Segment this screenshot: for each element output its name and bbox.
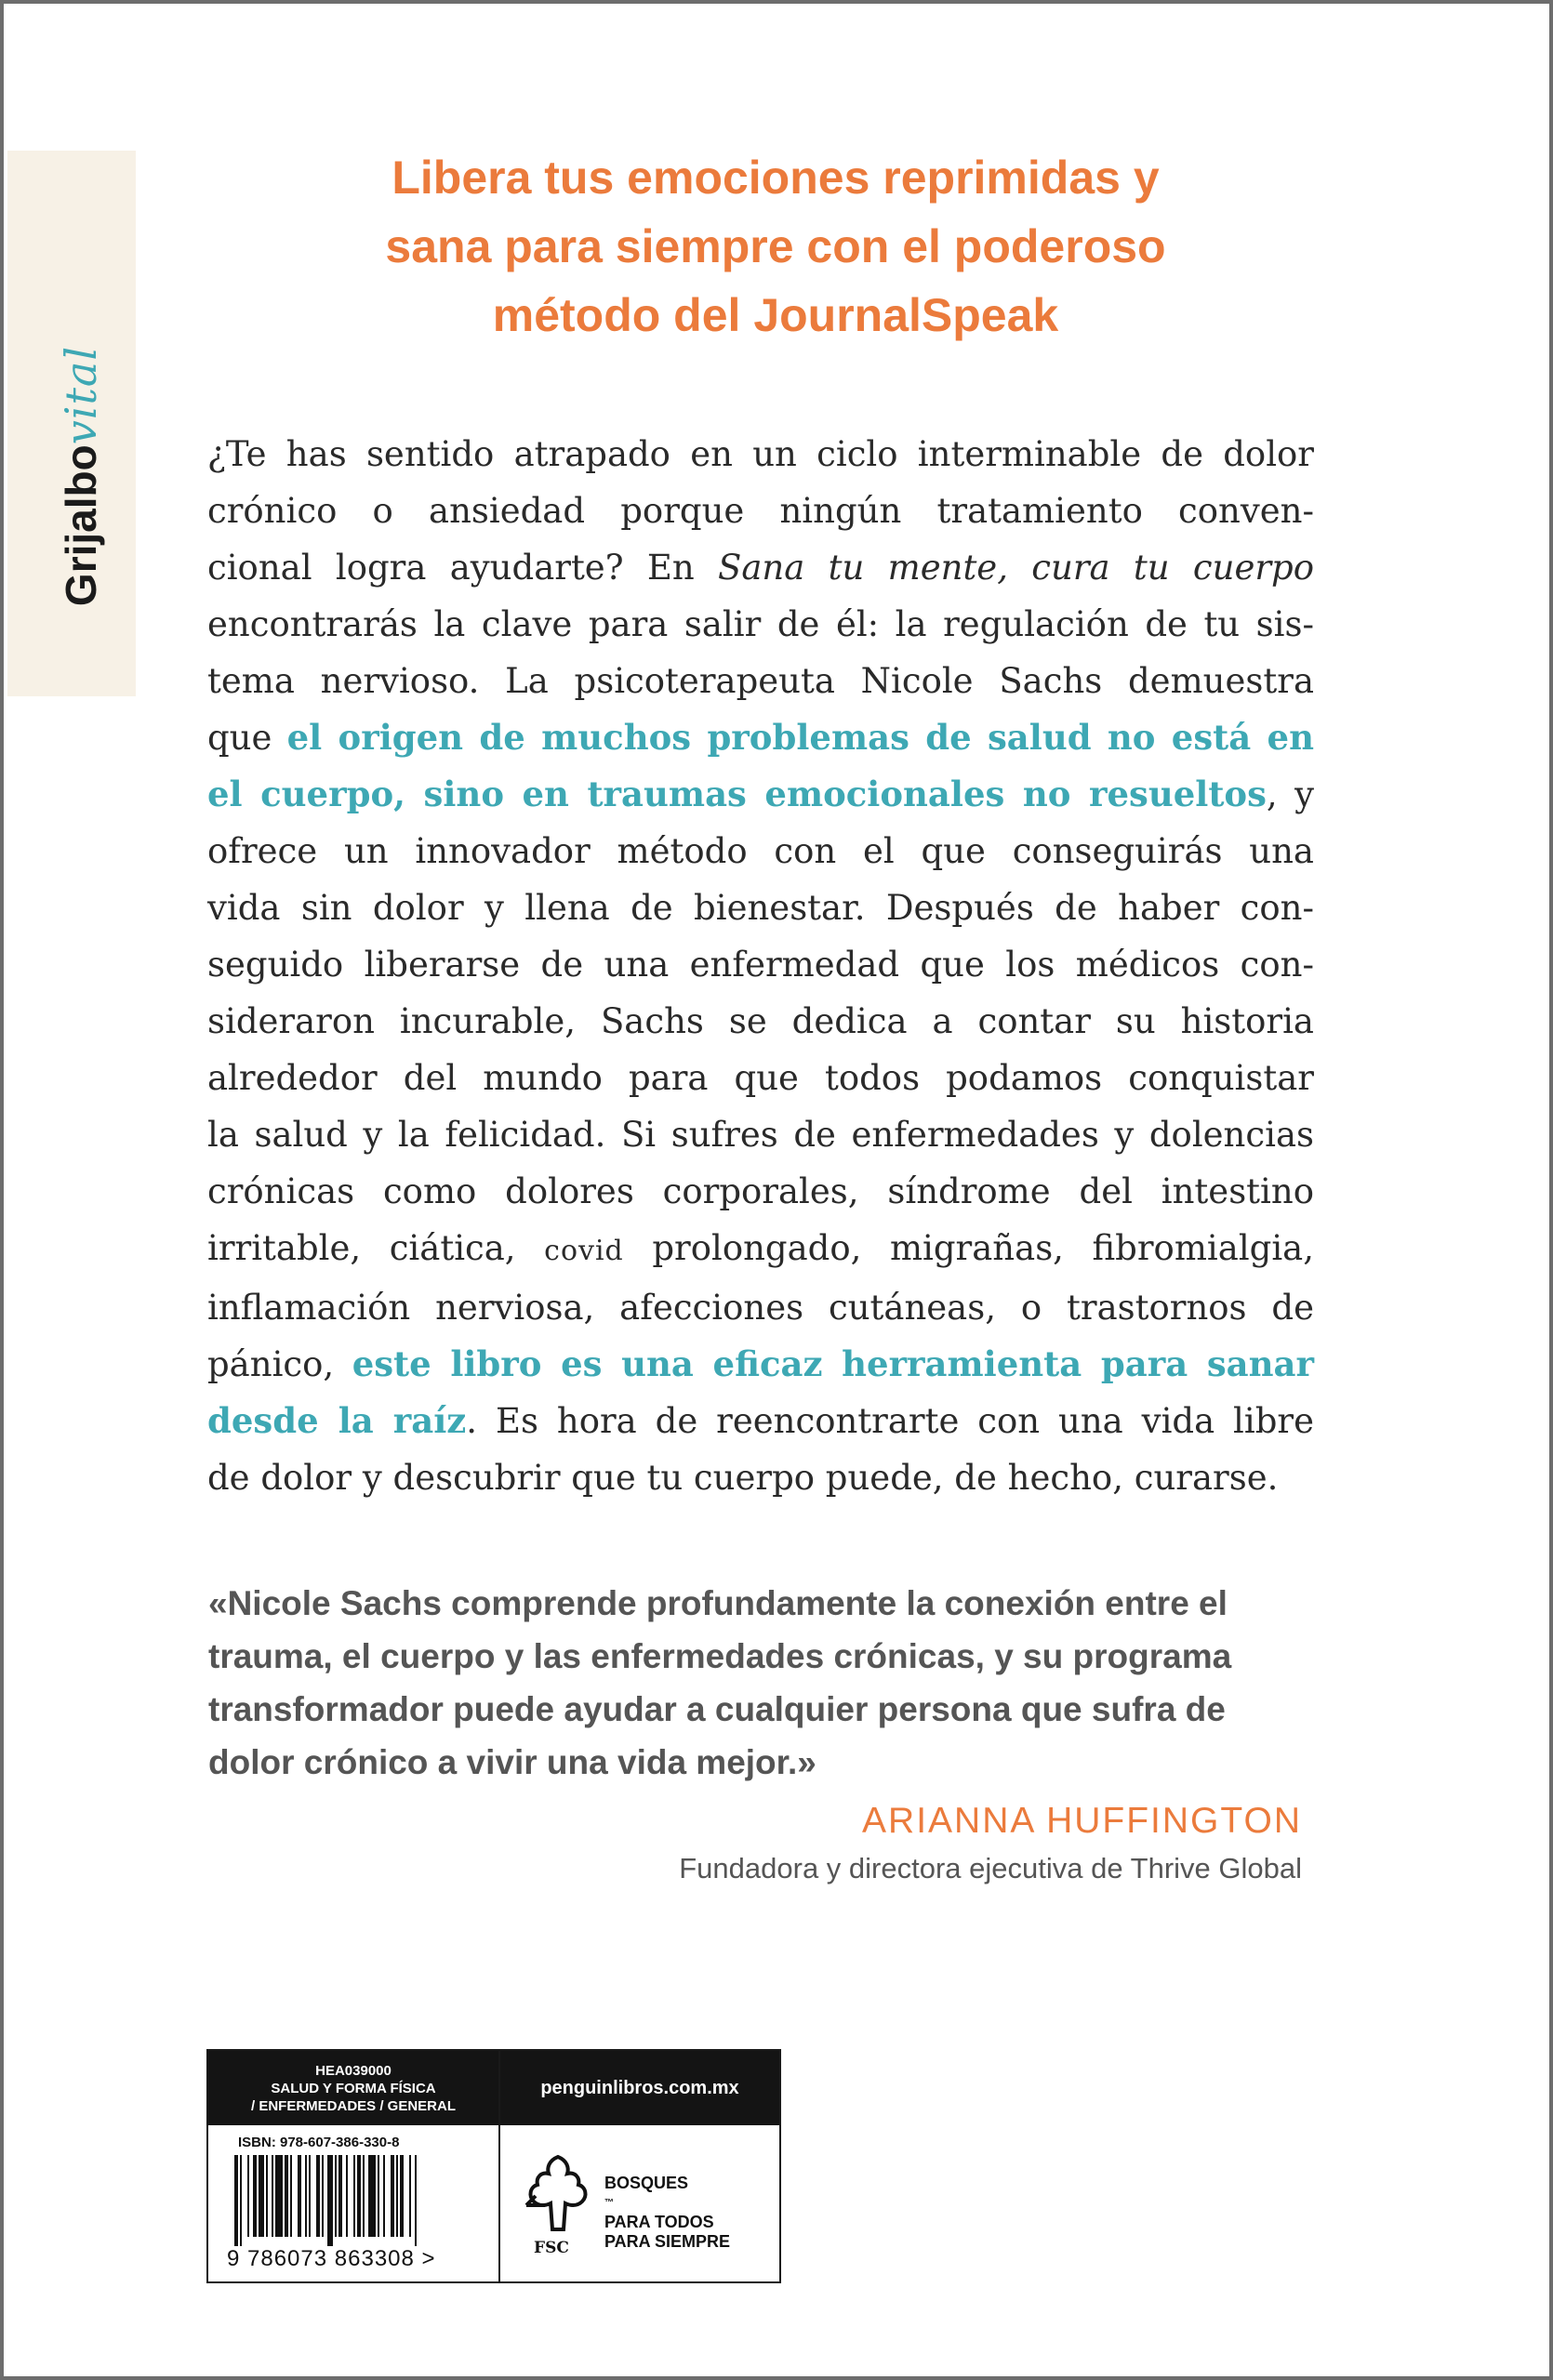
headline bbox=[283, 143, 1268, 350]
synopsis-line: de dolor y descubrir que tu cuerpo puede, de hecho, curarse. bbox=[207, 1458, 1279, 1498]
barcode-bar bbox=[368, 2155, 376, 2237]
synopsis-line: ¿Te has sentido atrapado en un ciclo interminable de dolor bbox=[207, 434, 1314, 474]
book-title: Sana tu mente, cura tu cuerpo bbox=[718, 548, 1314, 588]
synopsis-line: que el origen de muchos problemas de salud no está en bbox=[207, 717, 1314, 758]
fsc-label: FSC bbox=[534, 2239, 569, 2257]
synopsis-line: inflamación nerviosa, afecciones cutáneas, o trastornos de bbox=[207, 1288, 1314, 1328]
bisac-code: HEA039000 bbox=[315, 2063, 392, 2079]
barcode-bar bbox=[327, 2155, 333, 2246]
barcode-bar bbox=[240, 2155, 242, 2246]
publisher-tab bbox=[7, 151, 136, 696]
barcode-bar bbox=[363, 2155, 365, 2237]
barcode-bar bbox=[272, 2155, 273, 2237]
synopsis-line: cional logra ayudarte? En Sana tu mente, cura tu cuerpo bbox=[207, 548, 1314, 588]
headline-line: sana para siempre con el poderoso bbox=[385, 220, 1166, 272]
isbn-label: ISBN: 978-607-386-330-8 bbox=[238, 2135, 400, 2150]
barcode-bar bbox=[275, 2155, 283, 2237]
barcode-bar bbox=[391, 2155, 394, 2237]
highlight-text: desde la raíz bbox=[207, 1400, 467, 1441]
quote-author-role: Fundadora y directora ejecutiva de Thrive Global bbox=[679, 1852, 1302, 1884]
synopsis-line: vida sin dolor y llena de bienestar. Después de haber con- bbox=[207, 888, 1314, 928]
synopsis-line: alrededor del mundo para que todos podamos conquistar bbox=[207, 1058, 1314, 1098]
synopsis-line: desde la raíz. Es hora de reencontrarte con una vida libre bbox=[207, 1400, 1314, 1441]
barcode-bar bbox=[309, 2155, 311, 2237]
highlight-text: el cuerpo, sino en traumas emocionales no resueltos bbox=[207, 774, 1267, 814]
barcode-digits: 9 786073 863308 > bbox=[227, 2246, 436, 2271]
synopsis-line: el cuerpo, sino en traumas emocionales no resueltos, y bbox=[207, 774, 1314, 814]
quote-line: trauma, el cuerpo y las enfermedades crónicas, y su programa bbox=[208, 1637, 1232, 1675]
synopsis-line: la salud y la felicidad. Si sufres de enfermedades y dolencias bbox=[207, 1115, 1314, 1155]
fsc-claim: BOSQUES ™ PARA TODOS PARA SIEMPRE bbox=[604, 2174, 731, 2251]
quote-line: dolor crónico a vivir una vida mejor.» bbox=[208, 1743, 816, 1781]
headline-line: Libera tus emociones reprimidas y bbox=[392, 152, 1160, 204]
synopsis-line: tema nervioso. La psicoterapeuta Nicole Sachs demuestra bbox=[207, 661, 1314, 701]
isbn-info-box bbox=[206, 2049, 781, 2283]
small-caps-text: covid bbox=[544, 1235, 624, 1267]
synopsis-line: pánico, este libro es una eficaz herramienta para sanar bbox=[207, 1343, 1314, 1384]
quote-line: transformador puede ayudar a cualquier persona que sufra de bbox=[208, 1690, 1226, 1728]
fsc-tree-icon bbox=[521, 2151, 595, 2237]
publisher-imprint: vital bbox=[56, 345, 106, 445]
barcode-panel bbox=[208, 2051, 500, 2281]
bisac-category bbox=[208, 2051, 498, 2125]
synopsis-line: irritable, ciática, covid prolongado, migrañas, fibromialgia, bbox=[207, 1228, 1314, 1268]
barcode-bar bbox=[357, 2155, 361, 2237]
barcode-bar bbox=[247, 2155, 249, 2237]
barcode-bar bbox=[415, 2155, 417, 2246]
synopsis-line: crónico o ansiedad porque ningún tratamiento conven- bbox=[207, 491, 1314, 531]
barcode-icon bbox=[232, 2155, 476, 2246]
barcode-bar bbox=[378, 2155, 379, 2237]
synopsis-line: crónicas como dolores corporales, síndrome del intestino bbox=[207, 1171, 1314, 1211]
barcode-bar bbox=[259, 2155, 264, 2237]
quote-author: ARIANNA HUFFINGTON bbox=[862, 1801, 1302, 1841]
publisher-panel bbox=[500, 2051, 779, 2281]
quote-line: «Nicole Sachs comprende profundamente la conexión entre el bbox=[208, 1584, 1228, 1622]
endorsement-quote bbox=[208, 1577, 1320, 1789]
barcode-bar bbox=[298, 2155, 301, 2237]
bisac-line: SALUD Y FORMA FÍSICA bbox=[271, 2081, 436, 2096]
synopsis-line: sideraron incurable, Sachs se dedica a contar su historia bbox=[207, 1001, 1314, 1041]
barcode-bar bbox=[400, 2155, 404, 2237]
barcode-bar bbox=[253, 2155, 257, 2237]
highlight-text: el origen de muchos problemas de salud no está en bbox=[286, 717, 1314, 758]
bisac-line: / ENFERMEDADES / GENERAL bbox=[250, 2098, 457, 2114]
headline-line: método del JournalSpeak bbox=[492, 289, 1059, 341]
barcode-bar bbox=[396, 2155, 398, 2237]
synopsis bbox=[207, 426, 1314, 1506]
barcode-bar bbox=[322, 2155, 324, 2237]
barcode-bar bbox=[290, 2155, 292, 2237]
barcode-bar bbox=[338, 2155, 342, 2237]
publisher-logo bbox=[56, 345, 106, 607]
synopsis-line: seguido liberarse de una enfermedad que los médicos con- bbox=[207, 945, 1314, 985]
barcode-bar bbox=[353, 2155, 355, 2237]
barcode-bar bbox=[335, 2155, 337, 2237]
barcode-bar bbox=[305, 2155, 307, 2237]
barcode-bar bbox=[234, 2155, 238, 2246]
publisher-website: penguinlibros.com.mx bbox=[500, 2051, 779, 2125]
barcode-bar bbox=[383, 2155, 385, 2237]
barcode-bar bbox=[266, 2155, 268, 2237]
highlight-text: este libro es una eficaz herramienta para sanar bbox=[352, 1343, 1314, 1384]
barcode-bar bbox=[409, 2155, 411, 2237]
synopsis-line: ofrece un innovador método con el que conseguirás una bbox=[207, 831, 1314, 871]
publisher-name: Grijalbo bbox=[57, 444, 105, 607]
synopsis-line: encontrarás la clave para salir de él: la regulación de tu sis- bbox=[207, 604, 1314, 644]
barcode-bar bbox=[316, 2155, 320, 2237]
barcode-bar bbox=[285, 2155, 288, 2237]
barcode-bar bbox=[346, 2155, 348, 2237]
